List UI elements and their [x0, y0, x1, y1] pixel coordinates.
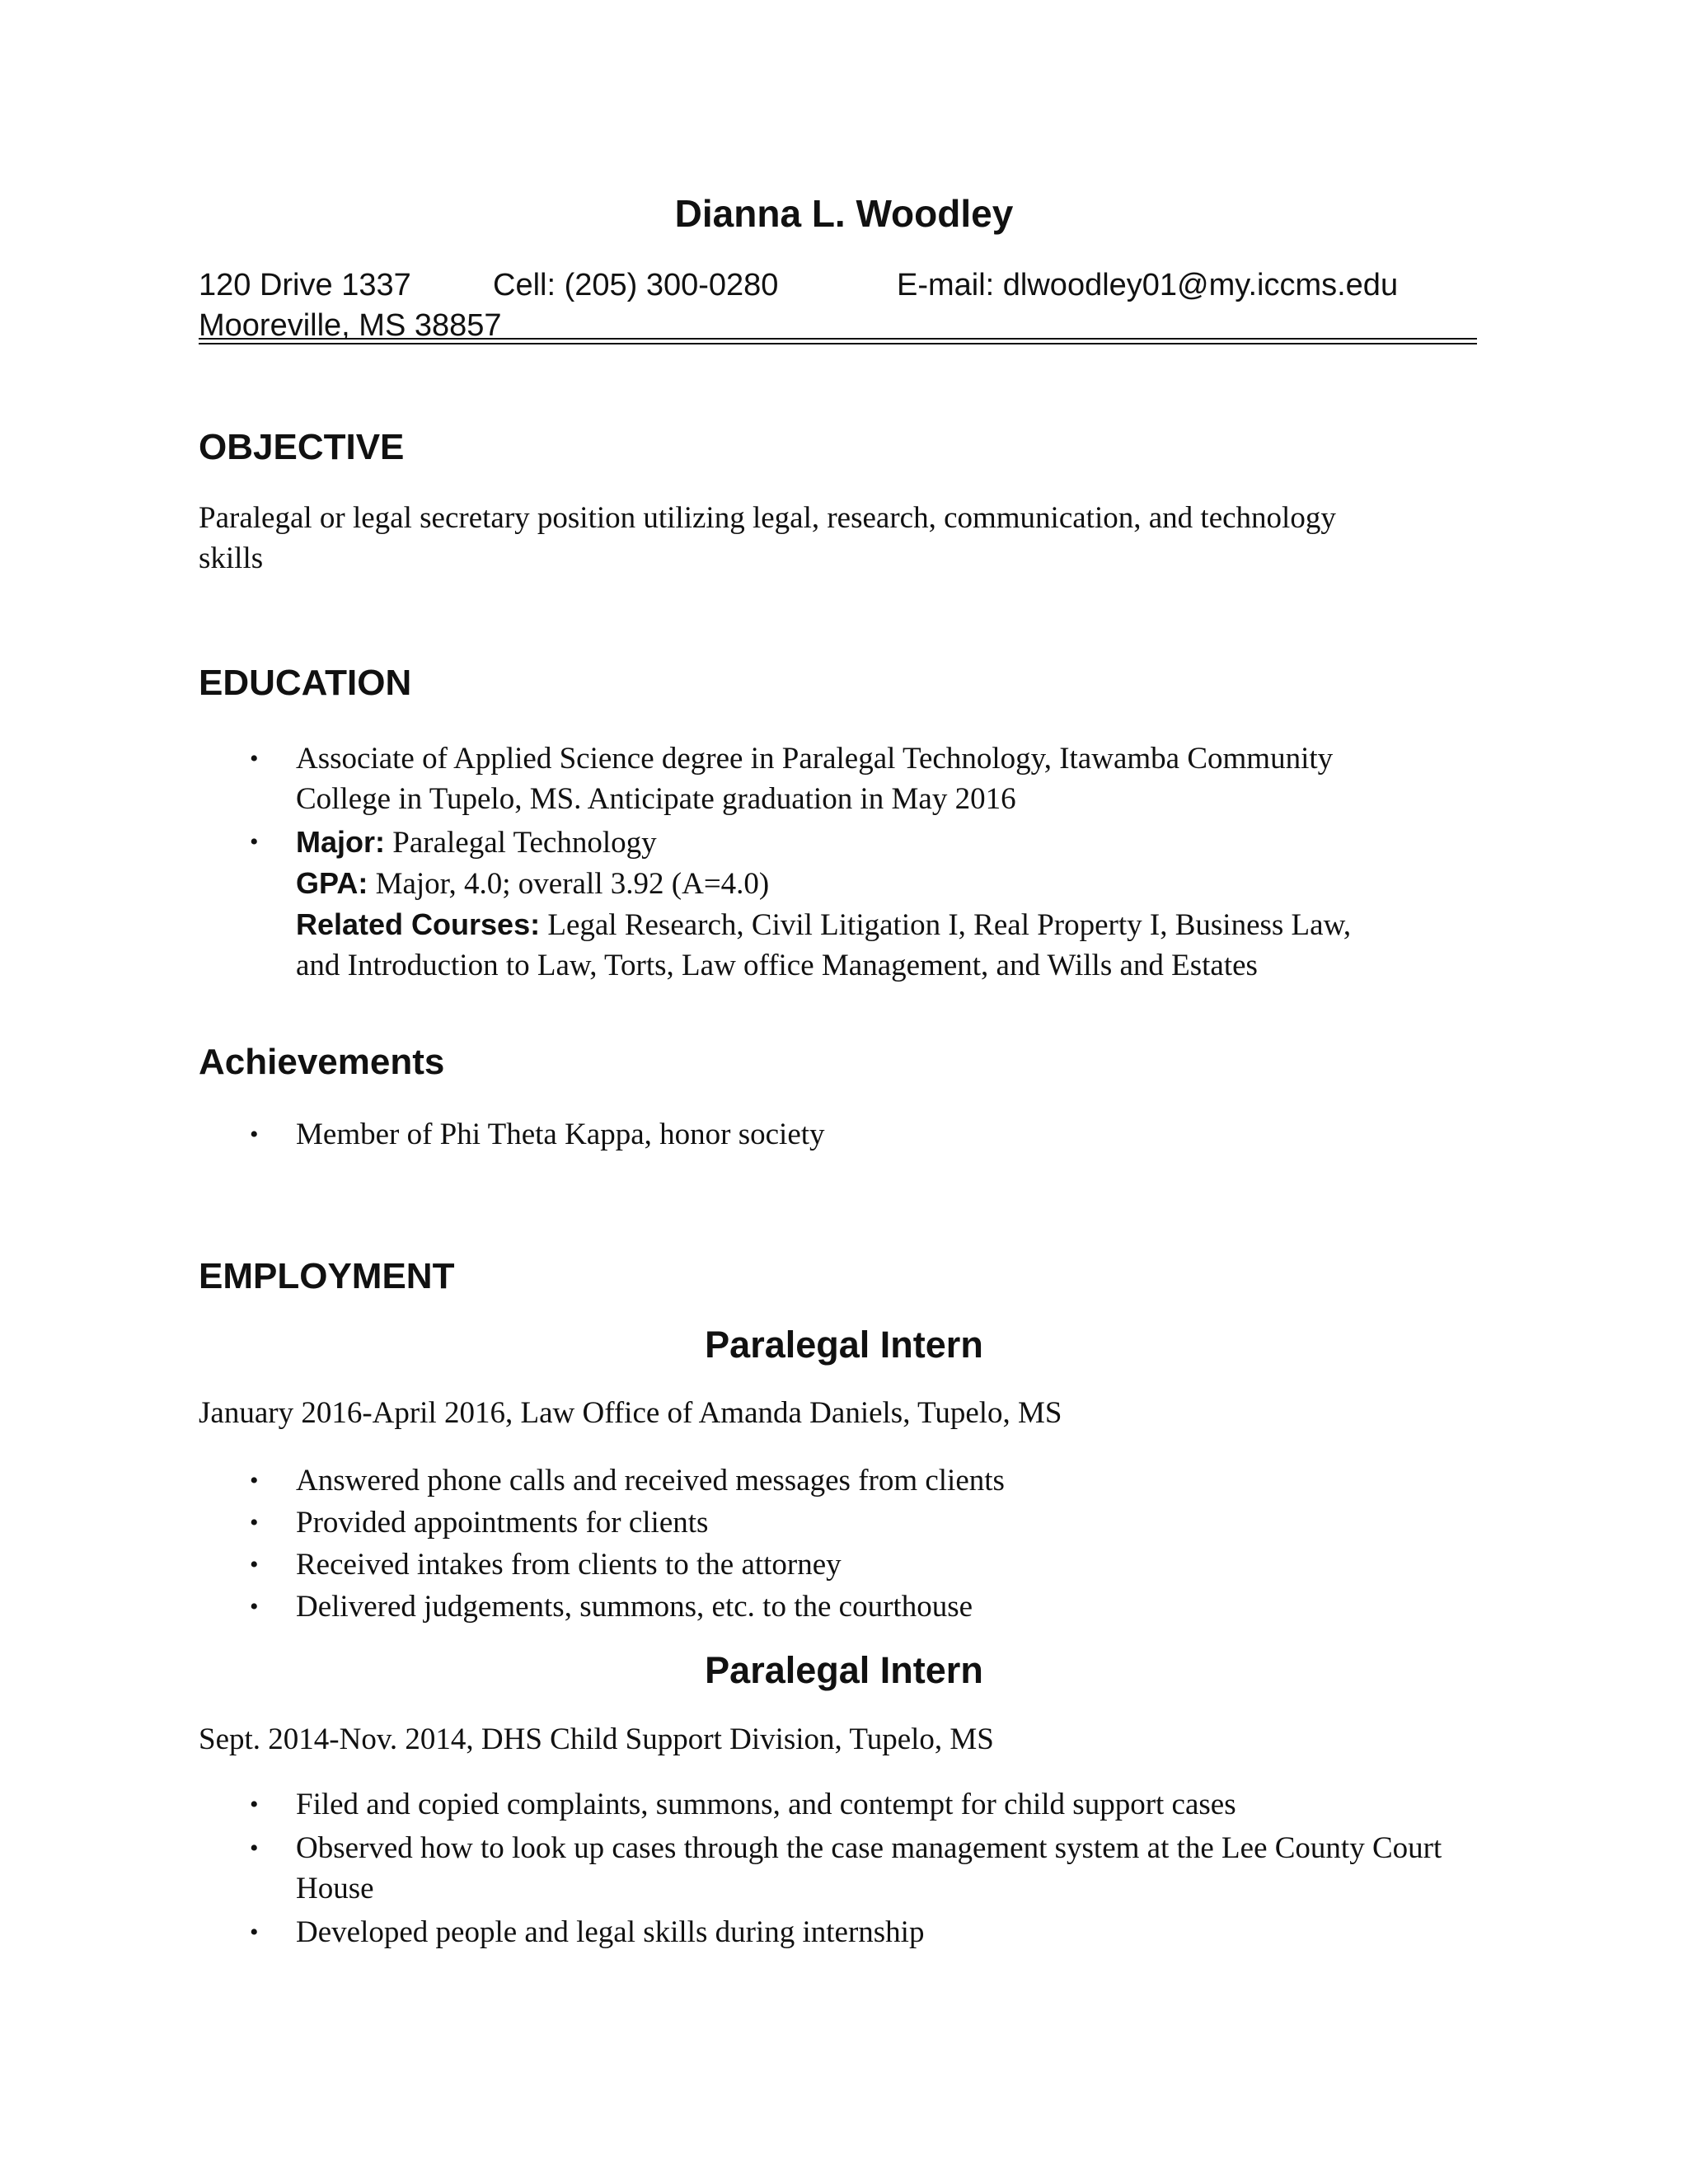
bullet-icon: • — [250, 1121, 259, 1148]
duty-text: Delivered judgements, summons, etc. to the courthouse — [296, 1590, 973, 1624]
job-meta: Sept. 2014-Nov. 2014, DHS Child Support Division, Tupelo, MS — [199, 1722, 994, 1756]
major-line — [296, 822, 1451, 863]
header-rule-top — [199, 338, 1477, 340]
bullet-icon: • — [250, 1791, 259, 1818]
bullet-icon: • — [250, 1835, 259, 1862]
achievements-heading: Achievements — [199, 1042, 445, 1082]
major-value: Paralegal Technology — [392, 826, 657, 860]
bullet-icon: • — [250, 1509, 259, 1536]
courses-label: Related Courses: — [296, 907, 541, 941]
gpa-value: Major, 4.0; overall 3.92 (A=4.0) — [375, 867, 770, 901]
achievement-text: Member of Phi Theta Kappa, honor society — [296, 1118, 825, 1151]
education-details-item — [199, 822, 1451, 986]
address-line1: 120 Drive 1337 — [199, 268, 411, 302]
gpa-label: GPA: — [296, 866, 368, 900]
duty-text: Received intakes from clients to the attorney — [296, 1548, 842, 1582]
resume-name: Dianna L. Woodley — [674, 192, 1014, 235]
courses-value: Legal Research, Civil Litigation I, Real Property I, Business Law, — [547, 908, 1352, 942]
duty-text: Provided appointments for clients — [296, 1506, 709, 1540]
major-label: Major: — [296, 825, 385, 859]
header-rule-bottom — [199, 343, 1477, 344]
degree-line1: Associate of Applied Science degree in Paralegal Technology, Itawamba Community — [296, 742, 1334, 776]
bullet-icon: • — [250, 828, 259, 855]
employment-heading: EMPLOYMENT — [199, 1256, 455, 1296]
bullet-icon: • — [250, 1467, 259, 1494]
job-title: Paralegal Intern — [705, 1649, 983, 1691]
job-duties-list — [199, 1784, 1451, 1952]
address-line2: Mooreville, MS 38857 — [199, 308, 502, 343]
bullet-icon: • — [250, 1551, 259, 1578]
bullet-icon: • — [250, 1593, 259, 1620]
courses-line1 — [296, 904, 1451, 945]
duty-text: Filed and copied complaints, summons, and contempt for child support cases — [296, 1788, 1236, 1821]
achievement-item — [199, 1114, 1451, 1155]
job-title: Paralegal Intern — [705, 1324, 983, 1366]
education-degree-item — [199, 738, 1451, 819]
email-address: E-mail: dlwoodley01@my.iccms.edu — [897, 268, 1399, 302]
duty-item — [199, 1586, 1451, 1628]
objective-line1: Paralegal or legal secretary position utilizing legal, research, communication, and technology — [199, 501, 1336, 535]
bullet-icon: • — [250, 1919, 259, 1946]
duty-item — [199, 1502, 1451, 1544]
bullet-icon: • — [250, 745, 259, 772]
objective-heading: OBJECTIVE — [199, 427, 405, 467]
duty-item — [199, 1784, 1451, 1825]
duty-item — [199, 1828, 1451, 1909]
education-list — [199, 738, 1451, 986]
job-meta: January 2016-April 2016, Law Office of Amanda Daniels, Tupelo, MS — [199, 1396, 1062, 1430]
cell-phone: Cell: (205) 300-0280 — [493, 268, 779, 302]
courses-line2: and Introduction to Law, Torts, Law office Management, and Wills and Estates — [296, 949, 1258, 982]
education-heading: EDUCATION — [199, 663, 412, 703]
objective-line2: skills — [199, 541, 264, 575]
duty-text: Observed how to look up cases through the case management system at the Lee County Court House — [296, 1831, 1442, 1905]
duty-item — [199, 1912, 1451, 1952]
duty-text: Answered phone calls and received messages from clients — [296, 1464, 1005, 1497]
duty-item — [199, 1460, 1451, 1502]
gpa-line — [296, 863, 1451, 904]
achievements-list — [199, 1114, 1451, 1155]
degree-line2: College in Tupelo, MS. Anticipate graduation in May 2016 — [296, 782, 1016, 816]
duty-text: Developed people and legal skills during internship — [296, 1915, 925, 1949]
job-duties-list — [199, 1460, 1451, 1628]
duty-item — [199, 1544, 1451, 1586]
